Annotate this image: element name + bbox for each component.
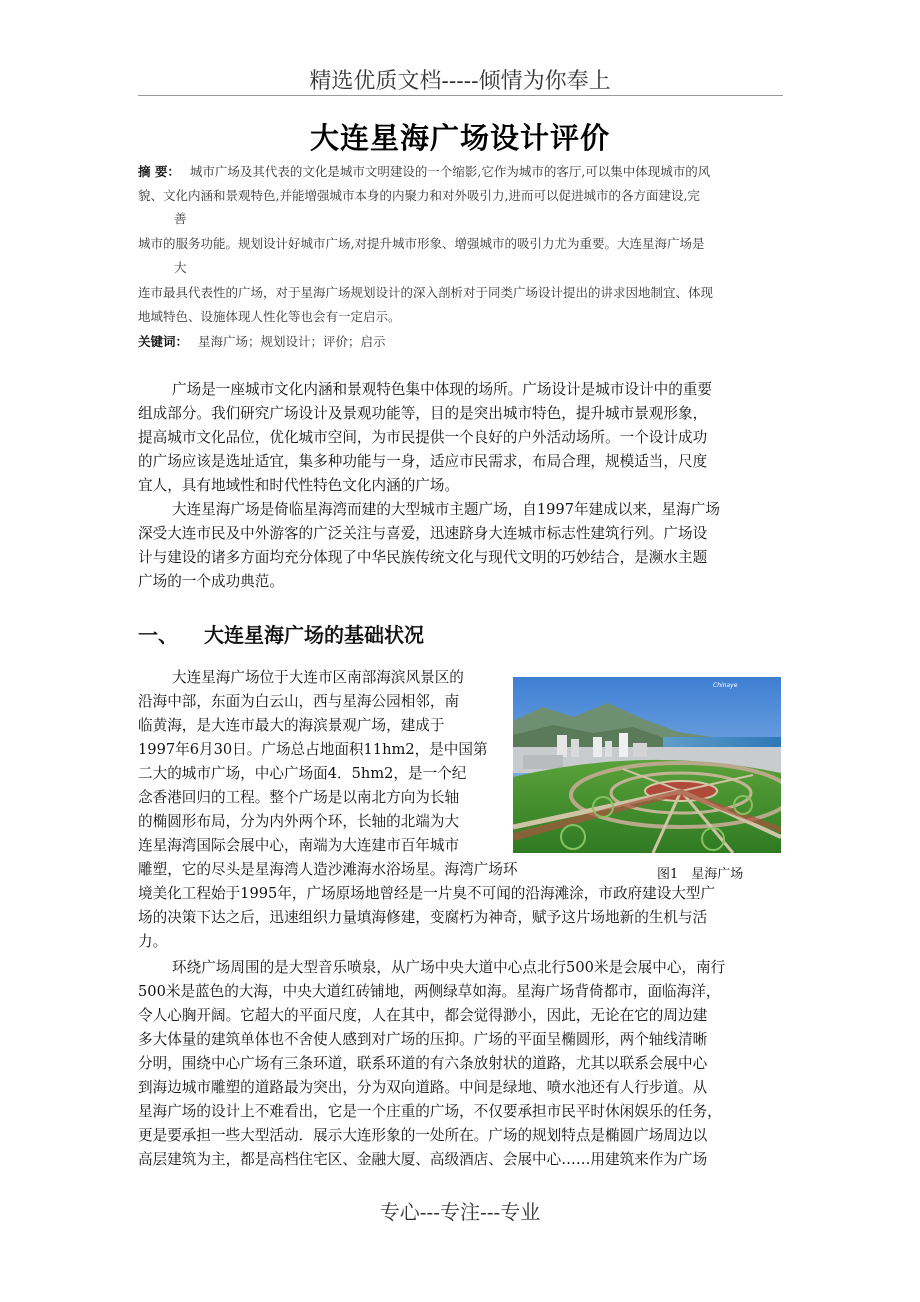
abstract-text: 城市广场及其代表的文化是城市文明建设的一个缩影,它作为城市的客厅,可以集中体现城市的风 bbox=[189, 164, 711, 179]
intro-line: 广场是一座城市文化内涵和景观特色集中体现的场所。广场设计是城市设计中的重要 bbox=[172, 381, 712, 398]
abstract-line-2: 貌、文化内涵和景观特色,并能增强城市本身的内聚力和对外吸引力,进而可以促进城市的各方面建设,完 bbox=[138, 188, 700, 203]
figure-caption: 图1 星海广场 bbox=[657, 867, 744, 882]
narrow-line: 临黄海，是大连市最大的海滨景观广场，建成于 bbox=[138, 717, 445, 734]
wide-line: 场的决策下达之后，迅速组织力量填海修建，变腐朽为神奇，赋予这片场地新的生机与活 bbox=[138, 909, 708, 926]
page-header: 精选优质文档-----倾情为你奉上 bbox=[309, 69, 611, 94]
section-title: 大连星海广场的基础状况 bbox=[204, 623, 424, 647]
xinghai-square-photo bbox=[513, 677, 781, 853]
narrow-line: 念香港回归的工程。整个广场是以南北方向为长轴 bbox=[138, 789, 460, 806]
keywords-line bbox=[138, 334, 386, 350]
wide-line: 环绕广场周围的是大型音乐喷泉，从广场中央大道中心点北行500米是会展中心，南行 bbox=[172, 959, 726, 976]
intro-line: 宜人，具有地域性和时代性特色文化内涵的广场。 bbox=[138, 477, 460, 494]
abstract-line-5: 大 bbox=[174, 260, 187, 275]
document-title: 大连星海广场设计评价 bbox=[309, 121, 610, 155]
narrow-line: 连星海湾国际会展中心，南端为大连建市百年城市 bbox=[138, 837, 460, 854]
keywords-text: 星海广场；规划设计；评价；启示 bbox=[198, 334, 386, 349]
abstract-line-3: 善 bbox=[174, 211, 187, 226]
narrow-line: 二大的城市广场，中心广场面4．5hm2，是一个纪 bbox=[138, 765, 467, 782]
keywords-label: 关键词： bbox=[138, 334, 189, 349]
abstract-line-6: 连市最具代表性的广场，对于星海广场规划设计的深入剖析对于同类广场设计提出的讲求因地制宜、体现 bbox=[138, 285, 714, 300]
abstract-line-1 bbox=[138, 164, 710, 180]
wide-line: 令人心胸开阔。它超大的平面尺度，人在其中，都会觉得渺小，因此，无论在它的周边建 bbox=[138, 1007, 708, 1024]
intro-line: 深受大连市民及中外游客的广泛关注与喜爱，迅速跻身大连城市标志性建筑行列。广场设 bbox=[138, 525, 708, 542]
wide-line: 500米是蓝色的大海，中央大道红砖铺地，两侧绿草如海。星海广场背倚都市，面临海洋， bbox=[138, 983, 721, 1000]
narrow-line: 1997年6月30日。广场总占地面积11hm2，是中国第 bbox=[138, 741, 488, 758]
intro-line: 计与建设的诸多方面均充分体现了中华民族传统文化与现代文明的巧妙结合，是濒水主题 bbox=[138, 549, 708, 566]
narrow-line: 的椭圆形布局，分为内外两个环，长轴的北端为大 bbox=[138, 813, 460, 830]
wide-line: 更是要承担一些大型活动．展示大连形象的一处所在。广场的规划特点是椭圆广场周边以 bbox=[138, 1127, 708, 1144]
narrow-line: 沿海中部，东面为白云山，西与星海公园相邻，南 bbox=[138, 693, 460, 710]
abstract-line-4: 城市的服务功能。规划设计好城市广场,对提升城市形象、增强城市的吸引力尤为重要。大连星海广场是 bbox=[138, 236, 705, 251]
intro-line: 组成部分。我们研究广场设计及景观功能等，目的是突出城市特色，提升城市景观形象， bbox=[138, 405, 708, 422]
section-number: 一、 bbox=[138, 623, 178, 647]
wide-line: 到海边城市雕塑的道路最为突出，分为双向道路。中间是绿地、喷水池还有人行步道。从 bbox=[138, 1079, 708, 1096]
page-footer: 专心---专注---专业 bbox=[379, 1200, 541, 1224]
wide-line: 高层建筑为主，都是高档住宅区、金融大厦、高级酒店、会展中心……用建筑来作为广场 bbox=[138, 1151, 708, 1168]
wide-line: 多大体量的建筑单体也不舍使人感到对广场的压抑。广场的平面呈椭圆形，两个轴线清晰 bbox=[138, 1031, 708, 1048]
wide-line: 境美化工程始于1995年，广场原场地曾经是一片臭不可闻的沿海滩涂，市政府建设大型广 bbox=[138, 885, 716, 902]
abstract-label: 摘 要： bbox=[138, 164, 180, 179]
photo-watermark: Chinaye bbox=[713, 682, 738, 689]
abstract-line-7: 地域特色、设施体现人性化等也会有一定启示。 bbox=[138, 309, 401, 324]
narrow-line: 雕塑，它的尽头是星海湾人造沙滩海水浴场星。海湾广场环 bbox=[138, 861, 518, 878]
intro-line: 的广场应该是选址适宜，集多种功能与一身，适应市民需求，布局合理，规模适当，尺度 bbox=[138, 453, 708, 470]
wide-line: 分明，围绕中心广场有三条环道，联系环道的有六条放射状的道路，尤其以联系会展中心 bbox=[138, 1055, 708, 1072]
intro-line: 大连星海广场是倚临星海湾而建的大型城市主题广场，自1997年建成以来，星海广场 bbox=[172, 501, 720, 518]
wide-line: 星海广场的设计上不难看出，它是一个庄重的广场，不仅要承担市民平时休闲娱乐的任务， bbox=[138, 1103, 722, 1120]
narrow-line: 大连星海广场位于大连市区南部海滨风景区的 bbox=[172, 669, 464, 686]
header-rule bbox=[138, 95, 783, 96]
intro-line: 广场的一个成功典范。 bbox=[138, 573, 284, 590]
section-heading bbox=[138, 619, 424, 648]
intro-line: 提高城市文化品位，优化城市空间，为市民提供一个良好的户外活动场所。一个设计成功 bbox=[138, 429, 708, 446]
wide-line: 力。 bbox=[138, 933, 168, 950]
